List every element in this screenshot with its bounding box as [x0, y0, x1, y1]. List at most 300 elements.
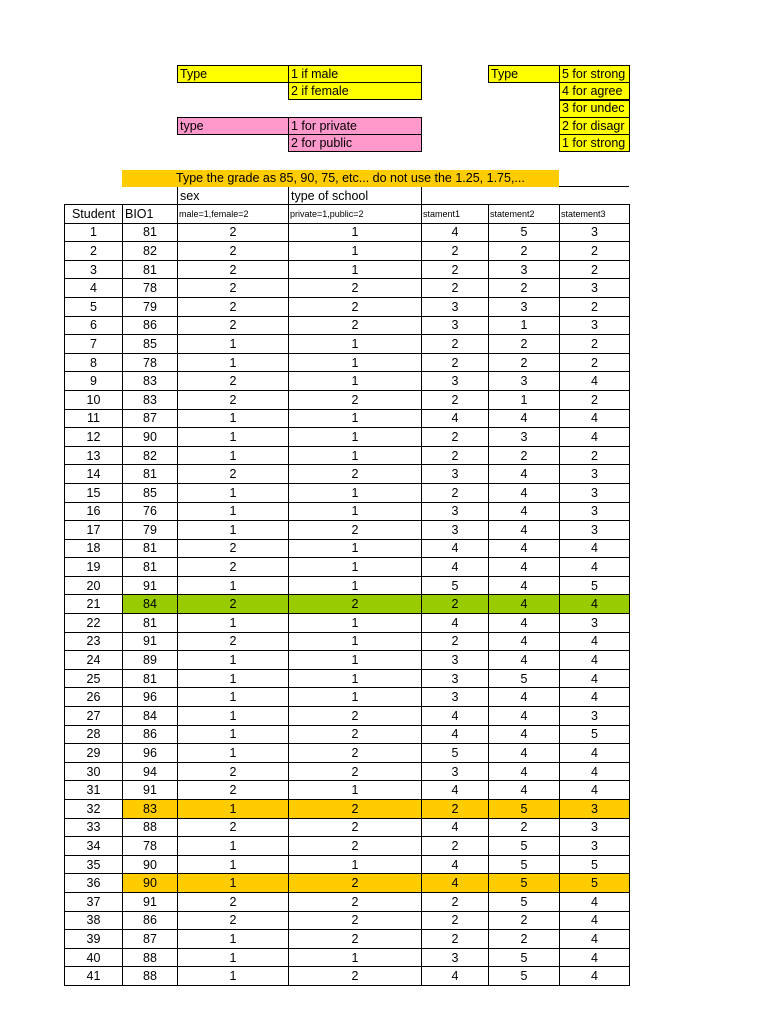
cell-statement1: 4: [422, 558, 489, 577]
table-row: [65, 297, 630, 316]
cell-sex: 1: [178, 744, 289, 763]
cell-statement3: 4: [560, 688, 630, 707]
grades-table: [64, 204, 630, 986]
cell-statement1: 4: [422, 539, 489, 558]
table-row: [65, 892, 630, 911]
cell-statement3: 3: [560, 223, 630, 242]
cell-school: 1: [289, 372, 422, 391]
cell-student: 37: [65, 892, 123, 911]
cell-student: 41: [65, 967, 123, 986]
cell-school: 1: [289, 539, 422, 558]
table-row: [65, 446, 630, 465]
cell-school: 2: [289, 892, 422, 911]
cell-student: 3: [65, 260, 123, 279]
cell-statement1: 2: [422, 353, 489, 372]
cell-school: 2: [289, 744, 422, 763]
cell-bio1: 78: [123, 353, 178, 372]
legend-school-option-public: 2 for public: [288, 134, 422, 152]
cell-student: 24: [65, 651, 123, 670]
cell-statement1: 3: [422, 762, 489, 781]
cell-school: 1: [289, 446, 422, 465]
cell-statement2: 4: [489, 762, 560, 781]
cell-school: 2: [289, 279, 422, 298]
cell-statement2: 4: [489, 595, 560, 614]
legend-scale-option: 3 for undec: [559, 100, 630, 118]
cell-statement1: 3: [422, 521, 489, 540]
cell-sex: 2: [178, 297, 289, 316]
cell-statement3: 5: [560, 576, 630, 595]
table-body: [65, 223, 630, 985]
table-row: [65, 223, 630, 242]
cell-school: 2: [289, 707, 422, 726]
cell-sex: 2: [178, 539, 289, 558]
cell-school: 2: [289, 874, 422, 893]
cell-school: 2: [289, 967, 422, 986]
cell-statement3: 3: [560, 614, 630, 633]
cell-sex: 1: [178, 428, 289, 447]
cell-student: 5: [65, 297, 123, 316]
cell-statement2: 2: [489, 911, 560, 930]
legend-scale-option: 4 for agree: [559, 82, 630, 100]
cell-statement2: 4: [489, 409, 560, 428]
cell-sex: 2: [178, 279, 289, 298]
legend-sex-option-female: 2 if female: [288, 82, 422, 100]
cell-bio1: 85: [123, 483, 178, 502]
table-row: [65, 688, 630, 707]
cell-statement2: 1: [489, 390, 560, 409]
cell-statement1: 4: [422, 614, 489, 633]
cell-school: 2: [289, 521, 422, 540]
cell-student: 15: [65, 483, 123, 502]
cell-statement2: 4: [489, 465, 560, 484]
cell-sex: 2: [178, 632, 289, 651]
cell-bio1: 88: [123, 967, 178, 986]
cell-school: 1: [289, 353, 422, 372]
table-row: [65, 967, 630, 986]
instruction-note: Type the grade as 85, 90, 75, etc... do not use the 1.25, 1.75,...: [122, 170, 559, 187]
cell-statement2: 4: [489, 725, 560, 744]
legend-school-type-label: type: [177, 117, 289, 135]
table-row: [65, 707, 630, 726]
cell-statement2: 4: [489, 558, 560, 577]
table-row: [65, 260, 630, 279]
cell-statement1: 3: [422, 316, 489, 335]
cell-statement3: 3: [560, 483, 630, 502]
cell-sex: 1: [178, 800, 289, 819]
cell-sex: 2: [178, 892, 289, 911]
cell-school: 1: [289, 632, 422, 651]
cell-student: 28: [65, 725, 123, 744]
cell-statement2: 2: [489, 446, 560, 465]
cell-student: 38: [65, 911, 123, 930]
cell-statement3: 3: [560, 521, 630, 540]
table-row: [65, 800, 630, 819]
cell-sex: 1: [178, 707, 289, 726]
cell-statement2: 5: [489, 800, 560, 819]
table-row: [65, 911, 630, 930]
cell-school: 1: [289, 614, 422, 633]
cell-student: 32: [65, 800, 123, 819]
cell-school: 2: [289, 297, 422, 316]
cell-statement1: 2: [422, 335, 489, 354]
cell-statement3: 4: [560, 967, 630, 986]
cell-statement2: 5: [489, 948, 560, 967]
cell-school: 1: [289, 483, 422, 502]
cell-student: 31: [65, 781, 123, 800]
table-row: [65, 874, 630, 893]
cell-statement1: 3: [422, 465, 489, 484]
cell-statement1: 2: [422, 911, 489, 930]
cell-bio1: 78: [123, 279, 178, 298]
table-row: [65, 781, 630, 800]
cell-bio1: 76: [123, 502, 178, 521]
table-row: [65, 855, 630, 874]
table-row: [65, 390, 630, 409]
cell-school: 2: [289, 930, 422, 949]
cell-student: 23: [65, 632, 123, 651]
cell-school: 1: [289, 576, 422, 595]
table-row: [65, 669, 630, 688]
cell-student: 2: [65, 242, 123, 261]
cell-sex: 2: [178, 390, 289, 409]
cell-student: 22: [65, 614, 123, 633]
cell-student: 14: [65, 465, 123, 484]
cell-school: 1: [289, 855, 422, 874]
cell-student: 40: [65, 948, 123, 967]
cell-statement1: 3: [422, 502, 489, 521]
cell-school: 1: [289, 223, 422, 242]
cell-statement1: 2: [422, 279, 489, 298]
cell-statement3: 3: [560, 800, 630, 819]
cell-bio1: 94: [123, 762, 178, 781]
cell-statement1: 3: [422, 372, 489, 391]
cell-statement2: 5: [489, 223, 560, 242]
cell-statement3: 2: [560, 242, 630, 261]
cell-statement3: 4: [560, 372, 630, 391]
column-header-statement1: stament1: [422, 205, 489, 224]
cell-bio1: 83: [123, 800, 178, 819]
cell-school: 1: [289, 335, 422, 354]
cell-statement1: 4: [422, 409, 489, 428]
column-header-statement2: statement2: [489, 205, 560, 224]
cell-sex: 2: [178, 781, 289, 800]
cell-statement2: 2: [489, 242, 560, 261]
cell-bio1: 86: [123, 911, 178, 930]
cell-statement3: 4: [560, 428, 630, 447]
cell-sex: 2: [178, 818, 289, 837]
cell-sex: 1: [178, 576, 289, 595]
cell-statement2: 3: [489, 372, 560, 391]
subheader-sex: sex: [180, 189, 200, 203]
cell-student: 6: [65, 316, 123, 335]
column-header-student: Student: [65, 205, 123, 224]
cell-student: 33: [65, 818, 123, 837]
table-row: [65, 242, 630, 261]
cell-bio1: 86: [123, 725, 178, 744]
cell-bio1: 85: [123, 335, 178, 354]
cell-statement1: 2: [422, 260, 489, 279]
table-row: [65, 948, 630, 967]
cell-statement3: 3: [560, 502, 630, 521]
cell-sex: 1: [178, 874, 289, 893]
cell-sex: 1: [178, 725, 289, 744]
cell-statement3: 4: [560, 911, 630, 930]
cell-statement2: 4: [489, 502, 560, 521]
cell-student: 39: [65, 930, 123, 949]
cell-statement3: 4: [560, 744, 630, 763]
cell-student: 7: [65, 335, 123, 354]
cell-statement3: 5: [560, 855, 630, 874]
cell-student: 16: [65, 502, 123, 521]
cell-statement2: 4: [489, 744, 560, 763]
cell-student: 11: [65, 409, 123, 428]
cell-school: 1: [289, 781, 422, 800]
cell-sex: 1: [178, 353, 289, 372]
cell-school: 2: [289, 837, 422, 856]
legend-scale-option: 5 for strong: [559, 65, 630, 83]
cell-student: 30: [65, 762, 123, 781]
cell-statement2: 2: [489, 818, 560, 837]
cell-school: 1: [289, 428, 422, 447]
cell-sex: 2: [178, 595, 289, 614]
cell-statement2: 2: [489, 353, 560, 372]
cell-sex: 2: [178, 223, 289, 242]
cell-bio1: 83: [123, 390, 178, 409]
cell-statement2: 1: [489, 316, 560, 335]
cell-statement2: 4: [489, 539, 560, 558]
cell-statement1: 4: [422, 707, 489, 726]
table-header-row: [65, 205, 630, 224]
table-row: [65, 744, 630, 763]
cell-statement1: 2: [422, 483, 489, 502]
column-header-bio1: BIO1: [123, 205, 178, 224]
legend-scale-type-label: Type: [488, 65, 560, 83]
cell-statement1: 4: [422, 725, 489, 744]
cell-statement3: 4: [560, 669, 630, 688]
cell-bio1: 86: [123, 316, 178, 335]
table-row: [65, 465, 630, 484]
cell-statement3: 4: [560, 632, 630, 651]
subheader-divider: [177, 187, 178, 204]
cell-sex: 2: [178, 762, 289, 781]
cell-bio1: 90: [123, 874, 178, 893]
cell-bio1: 81: [123, 669, 178, 688]
cell-sex: 2: [178, 558, 289, 577]
cell-bio1: 81: [123, 614, 178, 633]
cell-bio1: 96: [123, 744, 178, 763]
legend-sex-option-male: 1 if male: [288, 65, 422, 83]
subheader-divider: [288, 187, 289, 204]
cell-statement2: 5: [489, 874, 560, 893]
cell-statement3: 4: [560, 948, 630, 967]
column-header-statement3: statement3: [560, 205, 630, 224]
cell-statement1: 4: [422, 874, 489, 893]
cell-statement1: 4: [422, 855, 489, 874]
cell-statement1: 5: [422, 576, 489, 595]
cell-sex: 2: [178, 911, 289, 930]
cell-statement3: 2: [560, 335, 630, 354]
cell-bio1: 81: [123, 539, 178, 558]
cell-sex: 1: [178, 669, 289, 688]
table-row: [65, 539, 630, 558]
subheader-divider: [421, 187, 422, 204]
table-row: [65, 372, 630, 391]
cell-statement3: 3: [560, 837, 630, 856]
cell-bio1: 78: [123, 837, 178, 856]
cell-statement1: 2: [422, 800, 489, 819]
table-row: [65, 335, 630, 354]
cell-statement1: 3: [422, 669, 489, 688]
cell-sex: 2: [178, 465, 289, 484]
cell-student: 35: [65, 855, 123, 874]
cell-statement2: 4: [489, 632, 560, 651]
cell-statement1: 2: [422, 632, 489, 651]
cell-sex: 1: [178, 446, 289, 465]
cell-student: 21: [65, 595, 123, 614]
cell-school: 1: [289, 409, 422, 428]
cell-statement3: 4: [560, 409, 630, 428]
column-header-school-code: private=1,public=2: [289, 205, 422, 224]
cell-bio1: 90: [123, 855, 178, 874]
cell-student: 8: [65, 353, 123, 372]
cell-student: 18: [65, 539, 123, 558]
instruction-underline: [559, 186, 629, 187]
table-row: [65, 651, 630, 670]
legend-scale-option: 1 for strong: [559, 134, 630, 152]
cell-sex: 1: [178, 409, 289, 428]
cell-school: 2: [289, 911, 422, 930]
cell-bio1: 89: [123, 651, 178, 670]
cell-statement1: 4: [422, 967, 489, 986]
cell-bio1: 88: [123, 948, 178, 967]
cell-school: 2: [289, 800, 422, 819]
cell-school: 1: [289, 669, 422, 688]
cell-statement1: 2: [422, 446, 489, 465]
cell-bio1: 90: [123, 428, 178, 447]
table-row: [65, 930, 630, 949]
cell-statement2: 4: [489, 651, 560, 670]
cell-sex: 2: [178, 260, 289, 279]
cell-school: 2: [289, 316, 422, 335]
cell-bio1: 91: [123, 632, 178, 651]
cell-statement1: 5: [422, 744, 489, 763]
cell-bio1: 91: [123, 892, 178, 911]
table-row: [65, 576, 630, 595]
cell-school: 2: [289, 390, 422, 409]
table-row: [65, 837, 630, 856]
cell-statement3: 3: [560, 279, 630, 298]
cell-bio1: 88: [123, 818, 178, 837]
cell-bio1: 82: [123, 242, 178, 261]
legend-school-option-private: 1 for private: [288, 117, 422, 135]
cell-student: 12: [65, 428, 123, 447]
cell-statement2: 5: [489, 892, 560, 911]
cell-statement3: 3: [560, 316, 630, 335]
cell-statement2: 2: [489, 930, 560, 949]
cell-sex: 1: [178, 483, 289, 502]
table-row: [65, 521, 630, 540]
cell-student: 4: [65, 279, 123, 298]
cell-statement2: 4: [489, 614, 560, 633]
cell-student: 19: [65, 558, 123, 577]
cell-statement3: 4: [560, 930, 630, 949]
cell-statement3: 2: [560, 353, 630, 372]
cell-statement2: 4: [489, 521, 560, 540]
cell-statement3: 4: [560, 558, 630, 577]
cell-student: 34: [65, 837, 123, 856]
cell-statement2: 3: [489, 297, 560, 316]
cell-statement3: 3: [560, 707, 630, 726]
cell-school: 2: [289, 762, 422, 781]
cell-bio1: 84: [123, 707, 178, 726]
cell-sex: 2: [178, 372, 289, 391]
cell-statement3: 3: [560, 818, 630, 837]
cell-school: 2: [289, 465, 422, 484]
table-row: [65, 409, 630, 428]
cell-statement3: 2: [560, 260, 630, 279]
cell-statement2: 4: [489, 707, 560, 726]
cell-bio1: 91: [123, 781, 178, 800]
cell-statement3: 4: [560, 762, 630, 781]
cell-statement2: 3: [489, 260, 560, 279]
cell-statement2: 3: [489, 428, 560, 447]
cell-statement1: 4: [422, 781, 489, 800]
cell-sex: 1: [178, 948, 289, 967]
table-row: [65, 762, 630, 781]
cell-statement1: 2: [422, 242, 489, 261]
cell-bio1: 82: [123, 446, 178, 465]
cell-school: 1: [289, 948, 422, 967]
cell-sex: 1: [178, 688, 289, 707]
cell-school: 1: [289, 651, 422, 670]
cell-statement1: 2: [422, 595, 489, 614]
cell-statement1: 4: [422, 818, 489, 837]
cell-bio1: 84: [123, 595, 178, 614]
cell-statement3: 2: [560, 297, 630, 316]
cell-statement2: 4: [489, 688, 560, 707]
cell-sex: 2: [178, 242, 289, 261]
cell-bio1: 81: [123, 465, 178, 484]
cell-statement1: 2: [422, 428, 489, 447]
cell-statement3: 5: [560, 725, 630, 744]
table-row: [65, 595, 630, 614]
cell-sex: 1: [178, 930, 289, 949]
table-row: [65, 483, 630, 502]
table-row: [65, 353, 630, 372]
cell-bio1: 87: [123, 930, 178, 949]
table-row: [65, 725, 630, 744]
cell-student: 10: [65, 390, 123, 409]
cell-student: 27: [65, 707, 123, 726]
legend-scale-option: 2 for disagr: [559, 117, 630, 135]
cell-sex: 1: [178, 967, 289, 986]
cell-bio1: 81: [123, 260, 178, 279]
subheader-school: type of school: [291, 189, 369, 203]
cell-sex: 1: [178, 614, 289, 633]
cell-sex: 1: [178, 651, 289, 670]
cell-bio1: 91: [123, 576, 178, 595]
cell-statement3: 3: [560, 465, 630, 484]
cell-school: 1: [289, 260, 422, 279]
cell-bio1: 79: [123, 297, 178, 316]
cell-statement1: 2: [422, 930, 489, 949]
cell-statement1: 3: [422, 297, 489, 316]
cell-statement3: 4: [560, 595, 630, 614]
cell-statement3: 4: [560, 781, 630, 800]
cell-school: 1: [289, 502, 422, 521]
column-header-sex-code: male=1,female=2: [178, 205, 289, 224]
table-row: [65, 632, 630, 651]
